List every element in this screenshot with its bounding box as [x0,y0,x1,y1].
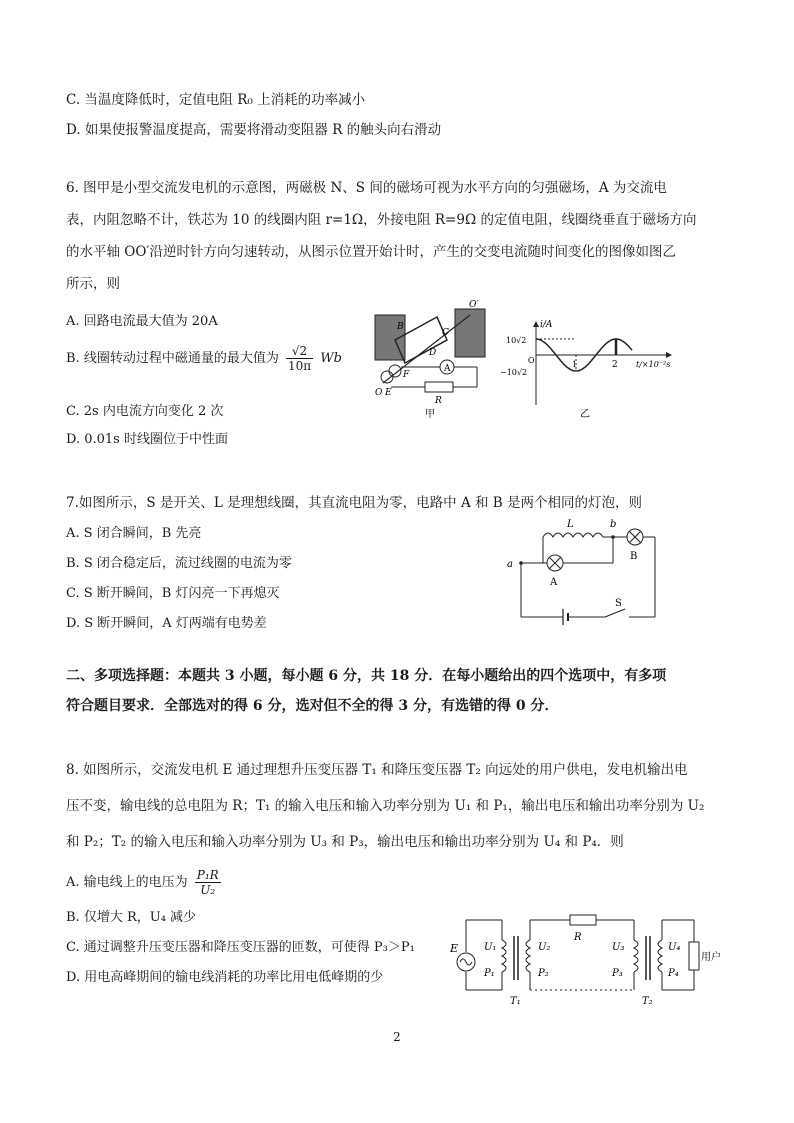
q6-option-b-fraction [286,344,313,373]
q8-option-d: D. 用电高峰期间的输电线消耗的功率比用电低峰期的少 [66,970,384,985]
inductor-l [543,533,603,537]
y-label: i/A [540,320,553,330]
x-axis-arrow [666,352,672,358]
tick-1-label: 1 [572,360,578,369]
label-l: L [567,519,574,530]
label-u3: U₃ [612,942,625,953]
q6-option-b-text: B. 线圈转动过程中磁通量的最大值为 [66,351,279,366]
label-a-node: a [507,559,513,570]
q6-stem-line4: 所示，则 [66,276,120,292]
label-p1: P₁ [484,968,495,979]
label-f: F [403,370,410,380]
origin-label: O [528,356,535,365]
q8-option-a [66,868,224,897]
label-o: O [375,388,383,398]
q8-option-b: B. 仅增大 R，U₄ 减少 [66,910,197,925]
label-d: D [429,348,437,358]
t1-primary-coil [502,940,506,972]
label-e: E [385,388,392,398]
q6-stem-line1: 6. 图甲是小型交流发电机的示意图，两磁极 N、S 间的磁场可视为水平方向的匀强磁场，A 为交流电 [66,180,667,196]
q6-option-b [66,344,342,373]
label-o-prime: O′ [469,300,479,310]
caption-jia: 甲 [425,409,435,420]
section2-heading-line2: 符合题目要求．全部选对的得 6 分，选对但不全的得 3 分，有选错的得 0 分． [66,698,559,714]
y-axis-arrow [533,321,539,327]
page-number: 2 [393,1030,401,1044]
magnet-s-pole [455,309,485,357]
q7-stem: 7.如图所示，S 是开关、L 是理想线圈，其直流电阻为零，电路中 A 和 B 是两个相同的灯泡，则 [66,495,643,511]
label-t1: T₁ [510,996,521,1007]
y-bottom-label: −10√2 [500,368,528,377]
ammeter-label: A [444,364,451,374]
node-b [611,535,615,539]
label-b-node: b [610,519,617,530]
q8-option-a-text: A. 输电线上的电压为 [66,875,188,890]
q6-option-b-num: √2 [286,344,313,359]
q8-stem-line3: 和 P₂；T₂ 的输入电压和输入功率分别为 U₃ 和 P₃，输出电压和输出功率分别为 U₄ 和 P₄．则 [66,834,624,850]
y-top-label: 10√2 [506,336,527,345]
figure-yi-current-graph [500,315,690,425]
resistor-r [425,382,453,392]
label-e: E [450,942,459,955]
q7-option-a: A. S 闭合瞬间，B 先亮 [66,526,202,541]
q8-stem-line2: 压不变，输电线的总电阻为 R；T₁ 的输入电压和输入功率分别为 U₁ 和 P₁，输出电压和输出功率分别为 U₂ [66,798,705,814]
q7-option-c: C. S 断开瞬间，B 灯闪亮一下再熄灭 [66,586,280,601]
q8-stem-line1: 8. 如图所示，交流发电机 E 通过理想升压变压器 T₁ 和降压变压器 T₂ 向远处的用户供电，发电机输出电 [66,762,688,778]
tick-2-label: 2 [612,360,618,370]
node-a [519,561,523,565]
q6-option-b-unit: Wb [320,351,342,366]
label-p3: P₃ [612,968,623,979]
figure-jia-generator [365,295,495,420]
label-c: C [442,328,449,338]
label-lamp-b: B [630,551,638,562]
label-t2: T₂ [642,996,653,1007]
q8-option-c: C. 通过调整升压变压器和降压变压器的匝数，可使得 P₃＞P₁ [66,940,415,955]
label-u1: U₁ [484,942,497,953]
label-p2: P₂ [538,968,549,979]
label-u4: U₄ [668,942,681,953]
switch-s [605,609,625,617]
q8-option-a-fraction [195,868,221,897]
section2-heading-line1: 二、多项选择题：本题共 3 小题，每小题 6 分，共 18 分．在每小题给出的四个选项中，有多项 [66,668,667,684]
q8-option-a-num: P₁R [196,868,219,882]
q6-option-c: C. 2s 内电流方向变化 2 次 [66,404,224,419]
label-u2: U₂ [538,942,551,953]
q5-option-c: C. 当温度降低时，定值电阻 R₀ 上消耗的功率减小 [66,92,366,108]
x-label: t/×10⁻²s [636,360,671,369]
q7-option-b: B. S 闭合稳定后，流过线圈的电流为零 [66,556,292,571]
label-r: R [435,396,442,406]
figure-q8-transmission [450,910,740,1010]
q8-option-a-den: U₂ [200,883,216,897]
q5-option-d: D. 如果使报警温度提高，需要将滑动变阻器 R 的触头向右滑动 [66,122,442,138]
t1-secondary-coil [526,940,530,972]
q6-stem-line3: 的水平轴 OO′沿逆时针方向匀速转动，从图示位置开始计时，产生的交变电流随时间变化的图像如图乙 [66,244,676,260]
q6-option-d: D. 0.01s 时线圈位于中性面 [66,432,228,447]
q6-stem-line2: 表，内阻忽略不计，铁芯为 10 的线圈内阻 r=1Ω，外接电阻 R=9Ω 的定值电阻，线圈绕垂直于磁场方向 [66,212,697,228]
line-resistor-r [570,915,596,925]
t2-secondary-coil [658,940,662,972]
label-user: 用户 [701,952,721,963]
label-s: S [615,598,622,609]
label-b: B [397,322,404,332]
caption-yi: 乙 [580,409,590,420]
user-load [689,942,699,970]
t2-primary-coil [634,940,638,972]
q6-option-b-den: 10π [287,359,312,373]
q7-option-d: D. S 断开瞬间，A 灯两端有电势差 [66,616,267,631]
label-p4: P₄ [668,968,679,979]
label-r: R [574,932,582,943]
figure-q7-circuit [505,515,670,630]
label-lamp-a: A [550,577,558,588]
q6-option-a: A. 回路电流最大值为 20A [66,314,218,329]
